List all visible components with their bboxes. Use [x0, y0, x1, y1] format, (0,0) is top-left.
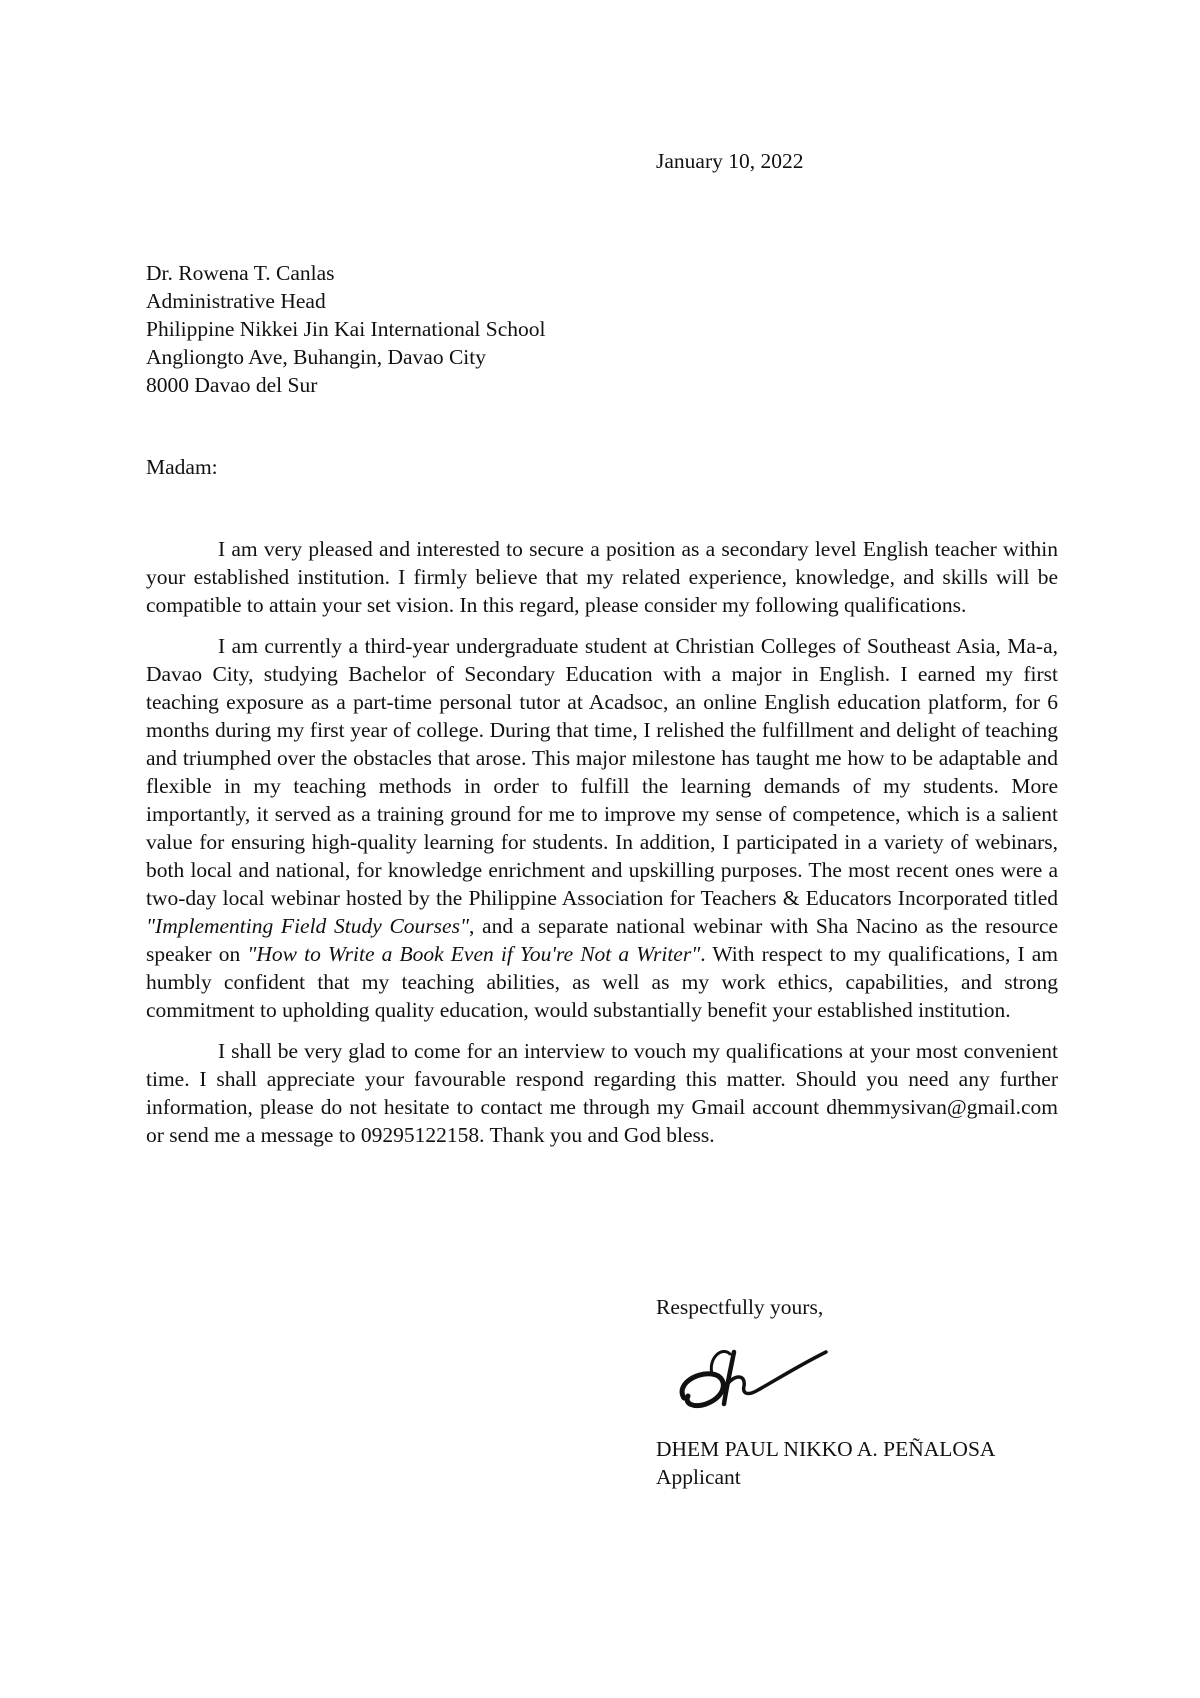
signer-role: Applicant — [656, 1465, 741, 1489]
webinar-title-2: "How to Write a Book Even if You're Not a Writer" — [247, 942, 701, 966]
recipient-street: Angliongto Ave, Buhangin, Davao City — [146, 345, 486, 369]
body-paragraph-1: I am very pleased and interested to secure a position as a secondary level English teacher within your established institution. I firmly believe that my related experience, knowledge, and skills will be compatible to attain your set vision. In this regard, please consider my following qualifications. — [146, 537, 1058, 617]
recipient-postal: 8000 Davao del Sur — [146, 373, 318, 397]
paragraph-2-text-c: . With respect to my qualifications, I am humbly confident that my teaching abilities, as well as my work ethics, capabilities, and strong commitment to upholding quality education, would substantially benefit your established institution. — [146, 942, 1059, 1022]
signer-name: DHEM PAUL NIKKO A. PEÑALOSA — [656, 1437, 996, 1461]
body-paragraph-3: I shall be very glad to come for an interview to vouch my qualifications at your most convenient time. I shall appreciate your favourable respond regarding this matter. Should you need any further information, please do not hesitate to contact me through my Gmail account dhemmysivan@gmail.com or send me a message to 09295122158. Thank you and God bless. — [146, 1039, 1058, 1147]
paragraph-2-text-a: I am currently a third-year undergraduate student at Christian Colleges of Southeast Asia, Ma-a, Davao City, studying Bachelor of Secondary Education with a major in English. I earned my first teaching exposure as a part-time personal tutor at Acadsoc, an online English education platform, for 6 months during my first year of college. During that time, I relished the fulfillment and delight of teaching and triumphed over the obstacles that arose. This major milestone has taught me how to be adaptable and flexible in my teaching methods in order to fulfill the learning demands of my students. More importantly, it served as a training ground for me to improve my sense of competence, which is a salient value for ensuring high-quality learning for students. In addition, I participated in a variety of webinars, both local and national, for knowledge enrichment and upskilling purposes. The most recent ones were a two-day local webinar hosted by the Philippine Association for Teachers & Educators Incorporated titled — [146, 634, 1058, 910]
body-paragraph-2 — [146, 632, 1058, 1024]
signer-block — [656, 1435, 995, 1491]
recipient-title: Administrative Head — [146, 289, 326, 313]
paragraph-2-text-b: , and a separate national webinar with Sha Nacino as the resource speaker on — [146, 914, 1058, 966]
recipient-name: Dr. Rowena T. Canlas — [146, 261, 335, 285]
letter-body — [146, 535, 1058, 1162]
recipient-address-block — [146, 259, 545, 399]
handwritten-signature-icon — [668, 1338, 848, 1418]
salutation: Madam: — [146, 455, 218, 479]
letter-date: January 10, 2022 — [656, 149, 804, 173]
webinar-title-1: "Implementing Field Study Courses" — [146, 914, 469, 938]
recipient-organization: Philippine Nikkei Jin Kai International School — [146, 317, 546, 341]
complimentary-close: Respectfully yours, — [656, 1295, 824, 1319]
